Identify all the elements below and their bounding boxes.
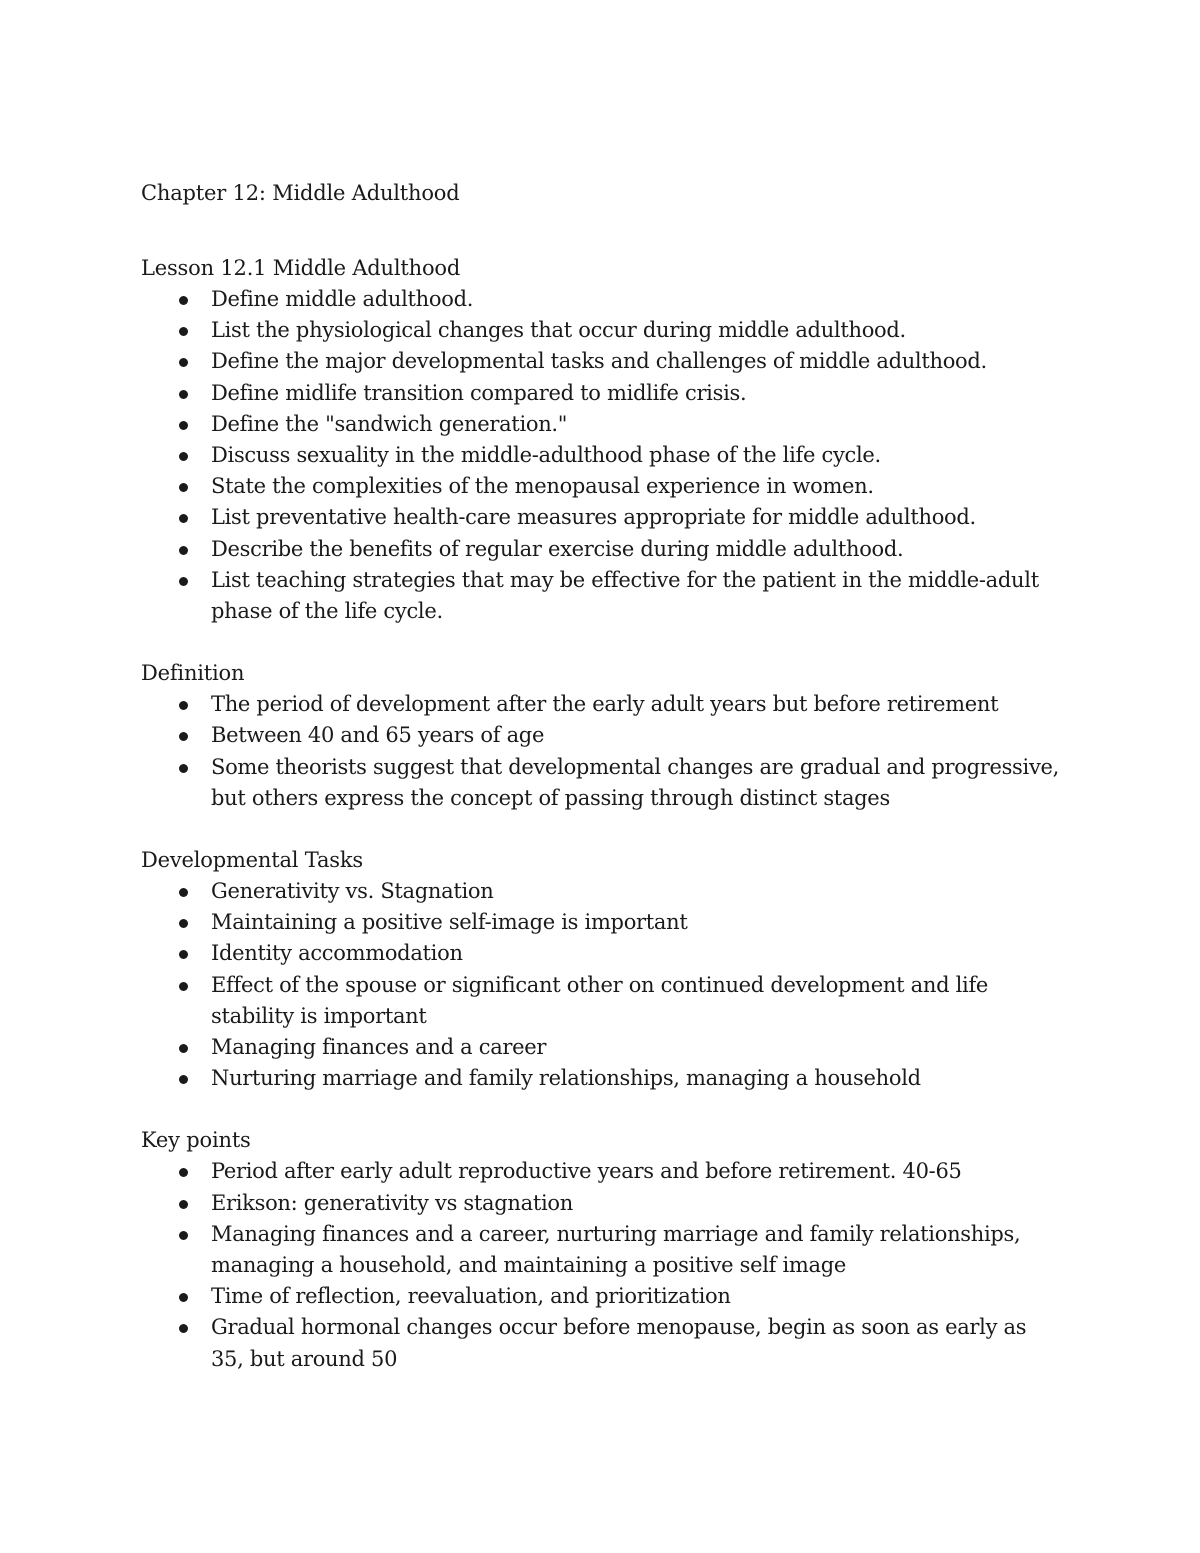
section-heading: Definition	[141, 661, 245, 686]
bullet-list	[141, 284, 1061, 627]
bullet-icon	[179, 514, 188, 523]
bullet-icon	[179, 888, 188, 897]
list-item: Effect of the spouse or significant other on continued development and life stability is important	[141, 970, 1061, 1032]
list-item: Nurturing marriage and family relationships, managing a household	[141, 1063, 1061, 1094]
bullet-icon	[179, 764, 188, 773]
list-item: Define midlife transition compared to midlife crisis.	[141, 378, 1061, 409]
bullet-icon	[179, 1293, 188, 1302]
list-item: List the physiological changes that occur during middle adulthood.	[141, 315, 1061, 346]
page-title: Chapter 12: Middle Adulthood	[141, 181, 460, 205]
bullet-icon	[179, 358, 188, 367]
section-heading: Lesson 12.1 Middle Adulthood	[141, 256, 461, 280]
list-item: Describe the benefits of regular exercise during middle adulthood.	[141, 534, 1061, 565]
bullet-icon	[179, 1044, 188, 1053]
bullet-icon	[179, 1231, 188, 1240]
list-item: Period after early adult reproductive years and before retirement. 40-65	[141, 1156, 1061, 1187]
bullet-icon	[179, 483, 188, 492]
bullet-icon	[179, 950, 188, 959]
list-item: Define the "sandwich generation."	[141, 409, 1061, 440]
section-heading: Key points	[141, 1128, 251, 1153]
bullet-icon	[179, 732, 188, 741]
bullet-list	[141, 1156, 1061, 1374]
bullet-icon	[179, 701, 188, 710]
list-item: Managing finances and a career, nurturing marriage and family relationships, managing a household, and maintaining a positive self image	[141, 1219, 1061, 1281]
list-item: Define middle adulthood.	[141, 284, 1061, 315]
bullet-icon	[179, 982, 188, 991]
bullet-icon	[179, 546, 188, 555]
list-item: Time of reflection, reevaluation, and prioritization	[141, 1281, 1061, 1312]
bullet-list	[141, 689, 1061, 814]
list-item: Generativity vs. Stagnation	[141, 876, 1061, 907]
bullet-icon	[179, 919, 188, 928]
section-key-points	[141, 1125, 1061, 1374]
list-item: Define the major developmental tasks and challenges of middle adulthood.	[141, 346, 1061, 377]
section-heading: Developmental Tasks	[141, 848, 363, 873]
bullet-icon	[179, 452, 188, 461]
section-lesson	[141, 253, 1061, 627]
section-developmental-tasks	[141, 845, 1061, 1094]
bullet-list	[141, 876, 1061, 1094]
bullet-icon	[179, 1075, 188, 1084]
list-item: The period of development after the early adult years but before retirement	[141, 689, 1061, 720]
bullet-icon	[179, 577, 188, 586]
list-item: State the complexities of the menopausal experience in women.	[141, 471, 1061, 502]
list-item: Erikson: generativity vs stagnation	[141, 1188, 1061, 1219]
bullet-icon	[179, 1324, 188, 1333]
bullet-icon	[179, 296, 188, 305]
list-item: Managing finances and a career	[141, 1032, 1061, 1063]
list-item: Gradual hormonal changes occur before menopause, begin as soon as early as 35, but around 50	[141, 1312, 1061, 1374]
list-item: Between 40 and 65 years of age	[141, 720, 1061, 751]
list-item: Some theorists suggest that developmental changes are gradual and progressive, but others express the concept of passing through distinct stages	[141, 752, 1061, 814]
bullet-icon	[179, 390, 188, 399]
bullet-icon	[179, 1168, 188, 1177]
section-definition	[141, 658, 1061, 814]
list-item: Discuss sexuality in the middle-adulthood phase of the life cycle.	[141, 440, 1061, 471]
bullet-icon	[179, 327, 188, 336]
list-item: Identity accommodation	[141, 938, 1061, 969]
list-item: Maintaining a positive self-image is important	[141, 907, 1061, 938]
list-item: List teaching strategies that may be effective for the patient in the middle-adult phase of the life cycle.	[141, 565, 1061, 627]
document-page	[141, 178, 1061, 1406]
bullet-icon	[179, 1200, 188, 1209]
list-item: List preventative health-care measures appropriate for middle adulthood.	[141, 502, 1061, 533]
bullet-icon	[179, 421, 188, 430]
